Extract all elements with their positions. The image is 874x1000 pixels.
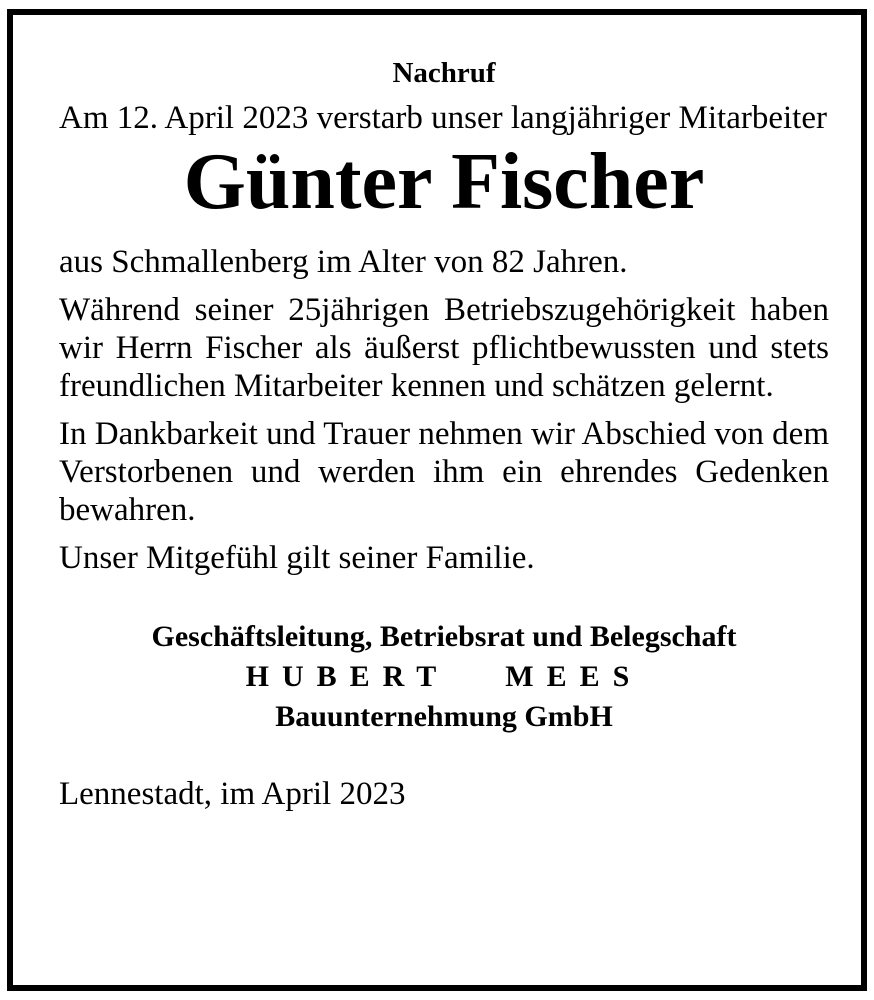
signature-line: Geschäftsleitung, Betriebsrat und Belegschaft — [151, 620, 737, 653]
tribute-paragraph: Während seiner 25jährigen Betriebszugehörigkeit haben wir Herrn Fischer als äußerst pflichtbewussten und stets freundlichen Mitarbeiter kennen und schätzen gelernt. — [59, 292, 829, 404]
company-name-last: MEES — [505, 660, 643, 693]
company-name-first: HUBERT — [245, 660, 450, 693]
farewell-paragraph: In Dankbarkeit und Trauer nehmen wir Abschied von dem Verstorbenen und werden ihm ein ehrendes Gedenken bewahren. — [59, 416, 829, 528]
company-name — [59, 657, 829, 697]
signature-block — [59, 617, 829, 737]
place-date: Lennestadt, im April 2023 — [59, 776, 406, 812]
obituary-content — [59, 55, 829, 813]
condolence-paragraph: Unser Mitgefühl gilt seiner Familie. — [59, 540, 535, 576]
company-type: Bauunternehmung GmbH — [275, 700, 613, 733]
deceased-name: Günter Fischer — [183, 138, 705, 226]
intro-text: Am 12. April 2023 verstarb unser langjähriger Mitarbeiter — [59, 100, 827, 136]
obituary-frame — [7, 9, 867, 991]
origin-text: aus Schmallenberg im Alter von 82 Jahren. — [59, 244, 628, 280]
obituary-heading: Nachruf — [392, 57, 496, 89]
